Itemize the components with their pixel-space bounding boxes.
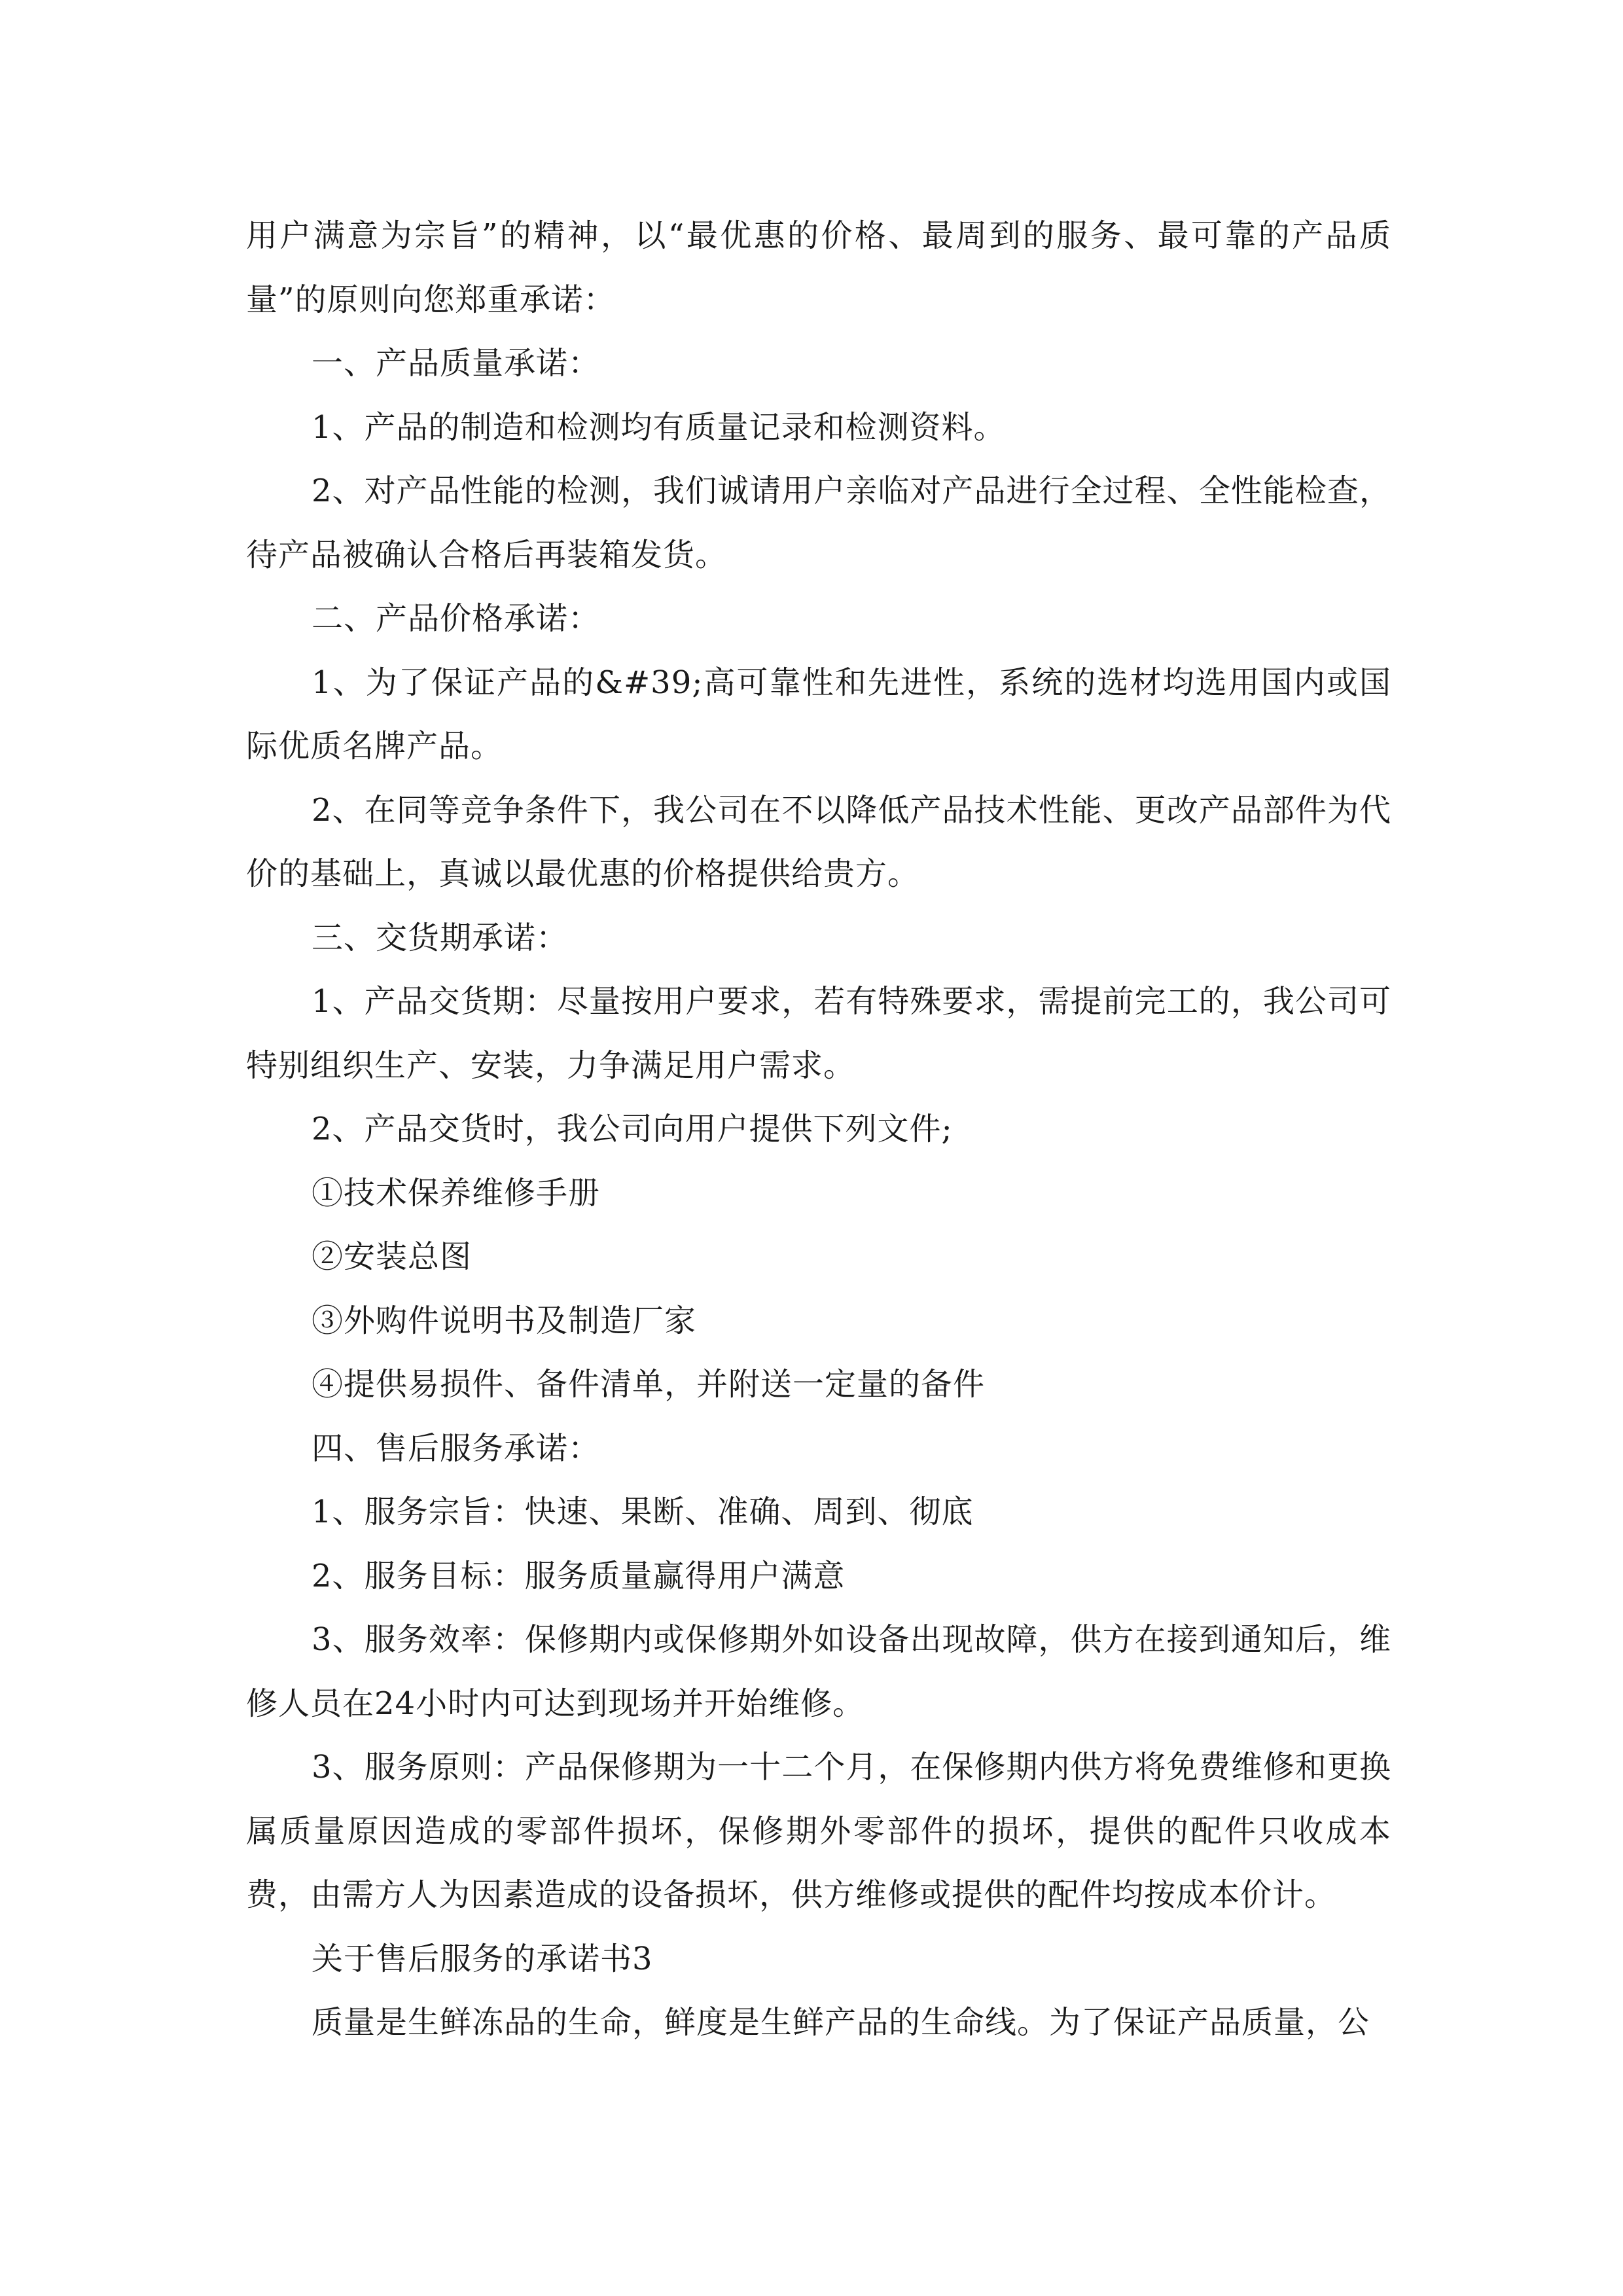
list-item-manual: ①技术保养维修手册	[312, 1174, 601, 1211]
document-subtitle: 关于售后服务的承诺书3	[312, 1940, 653, 1977]
section-heading-delivery: 三、交货期承诺：	[312, 919, 569, 956]
paragraph-service-efficiency: 3、服务效率：保修期内或保修期外如设备出现故障，供方在接到通知后，维修人员在24小时内可达到现场并开始维修。	[246, 1621, 1391, 1722]
paragraph-intro-continuation: 用户满意为宗旨”的精神，以“最优惠的价格、最周到的服务、最可靠的产品质量”的原则向您郑重承诺：	[246, 217, 1391, 318]
paragraph-quality-1: 1、产品的制造和检测均有质量记录和检测资料。	[312, 408, 1006, 446]
paragraph-service-purpose: 1、服务宗旨：快速、果断、准确、周到、彻底	[312, 1494, 974, 1530]
paragraph-quality-2: 2、对产品性能的检测，我们诚请用户亲临对产品进行全过程、全性能检查，待产品被确认合格后再装箱发货。	[246, 473, 1391, 573]
paragraph-delivery-1: 1、产品交货期：尽量按用户要求，若有特殊要求，需提前完工的，我公司可特别组织生产、安装，力争满足用户需求。	[246, 983, 1391, 1084]
paragraph-price-1: 1、为了保证产品的&#39;高可靠性和先进性，系统的选材均选用国内或国际优质名牌产品。	[246, 664, 1391, 764]
paragraph-fresh-products: 质量是生鲜冻品的生命，鲜度是生鲜产品的生命线。为了保证产品质量，公	[312, 2004, 1370, 2041]
list-item-assembly-drawing: ②安装总图	[312, 1238, 473, 1275]
document-body	[246, 204, 1391, 2055]
paragraph-price-2: 2、在同等竞争条件下，我公司在不以降低产品技术性能、更改产品部件为代价的基础上，真诚以最优惠的价格提供给贵方。	[246, 791, 1391, 892]
paragraph-service-principle: 3、服务原则：产品保修期为一十二个月，在保修期内供方将免费维修和更换属质量原因造成的零部件损坏，保修期外零部件的损坏，提供的配件只收成本费，由需方人为因素造成的设备损坏，供方维修或提供的配件均按成本价计。	[246, 1749, 1391, 1913]
paragraph-delivery-2: 2、产品交货时，我公司向用户提供下列文件;	[312, 1111, 953, 1147]
section-heading-after-sales: 四、售后服务承诺：	[312, 1429, 601, 1467]
section-heading-quality: 一、产品质量承诺：	[312, 345, 601, 382]
paragraph-service-goal: 2、服务目标：服务质量赢得用户满意	[312, 1557, 846, 1594]
list-item-spare-parts: ④提供易损件、备件清单，并附送一定量的备件	[312, 1366, 986, 1403]
list-item-purchased-parts: ③外购件说明书及制造厂家	[312, 1302, 697, 1339]
section-heading-price: 二、产品价格承诺：	[312, 600, 601, 637]
